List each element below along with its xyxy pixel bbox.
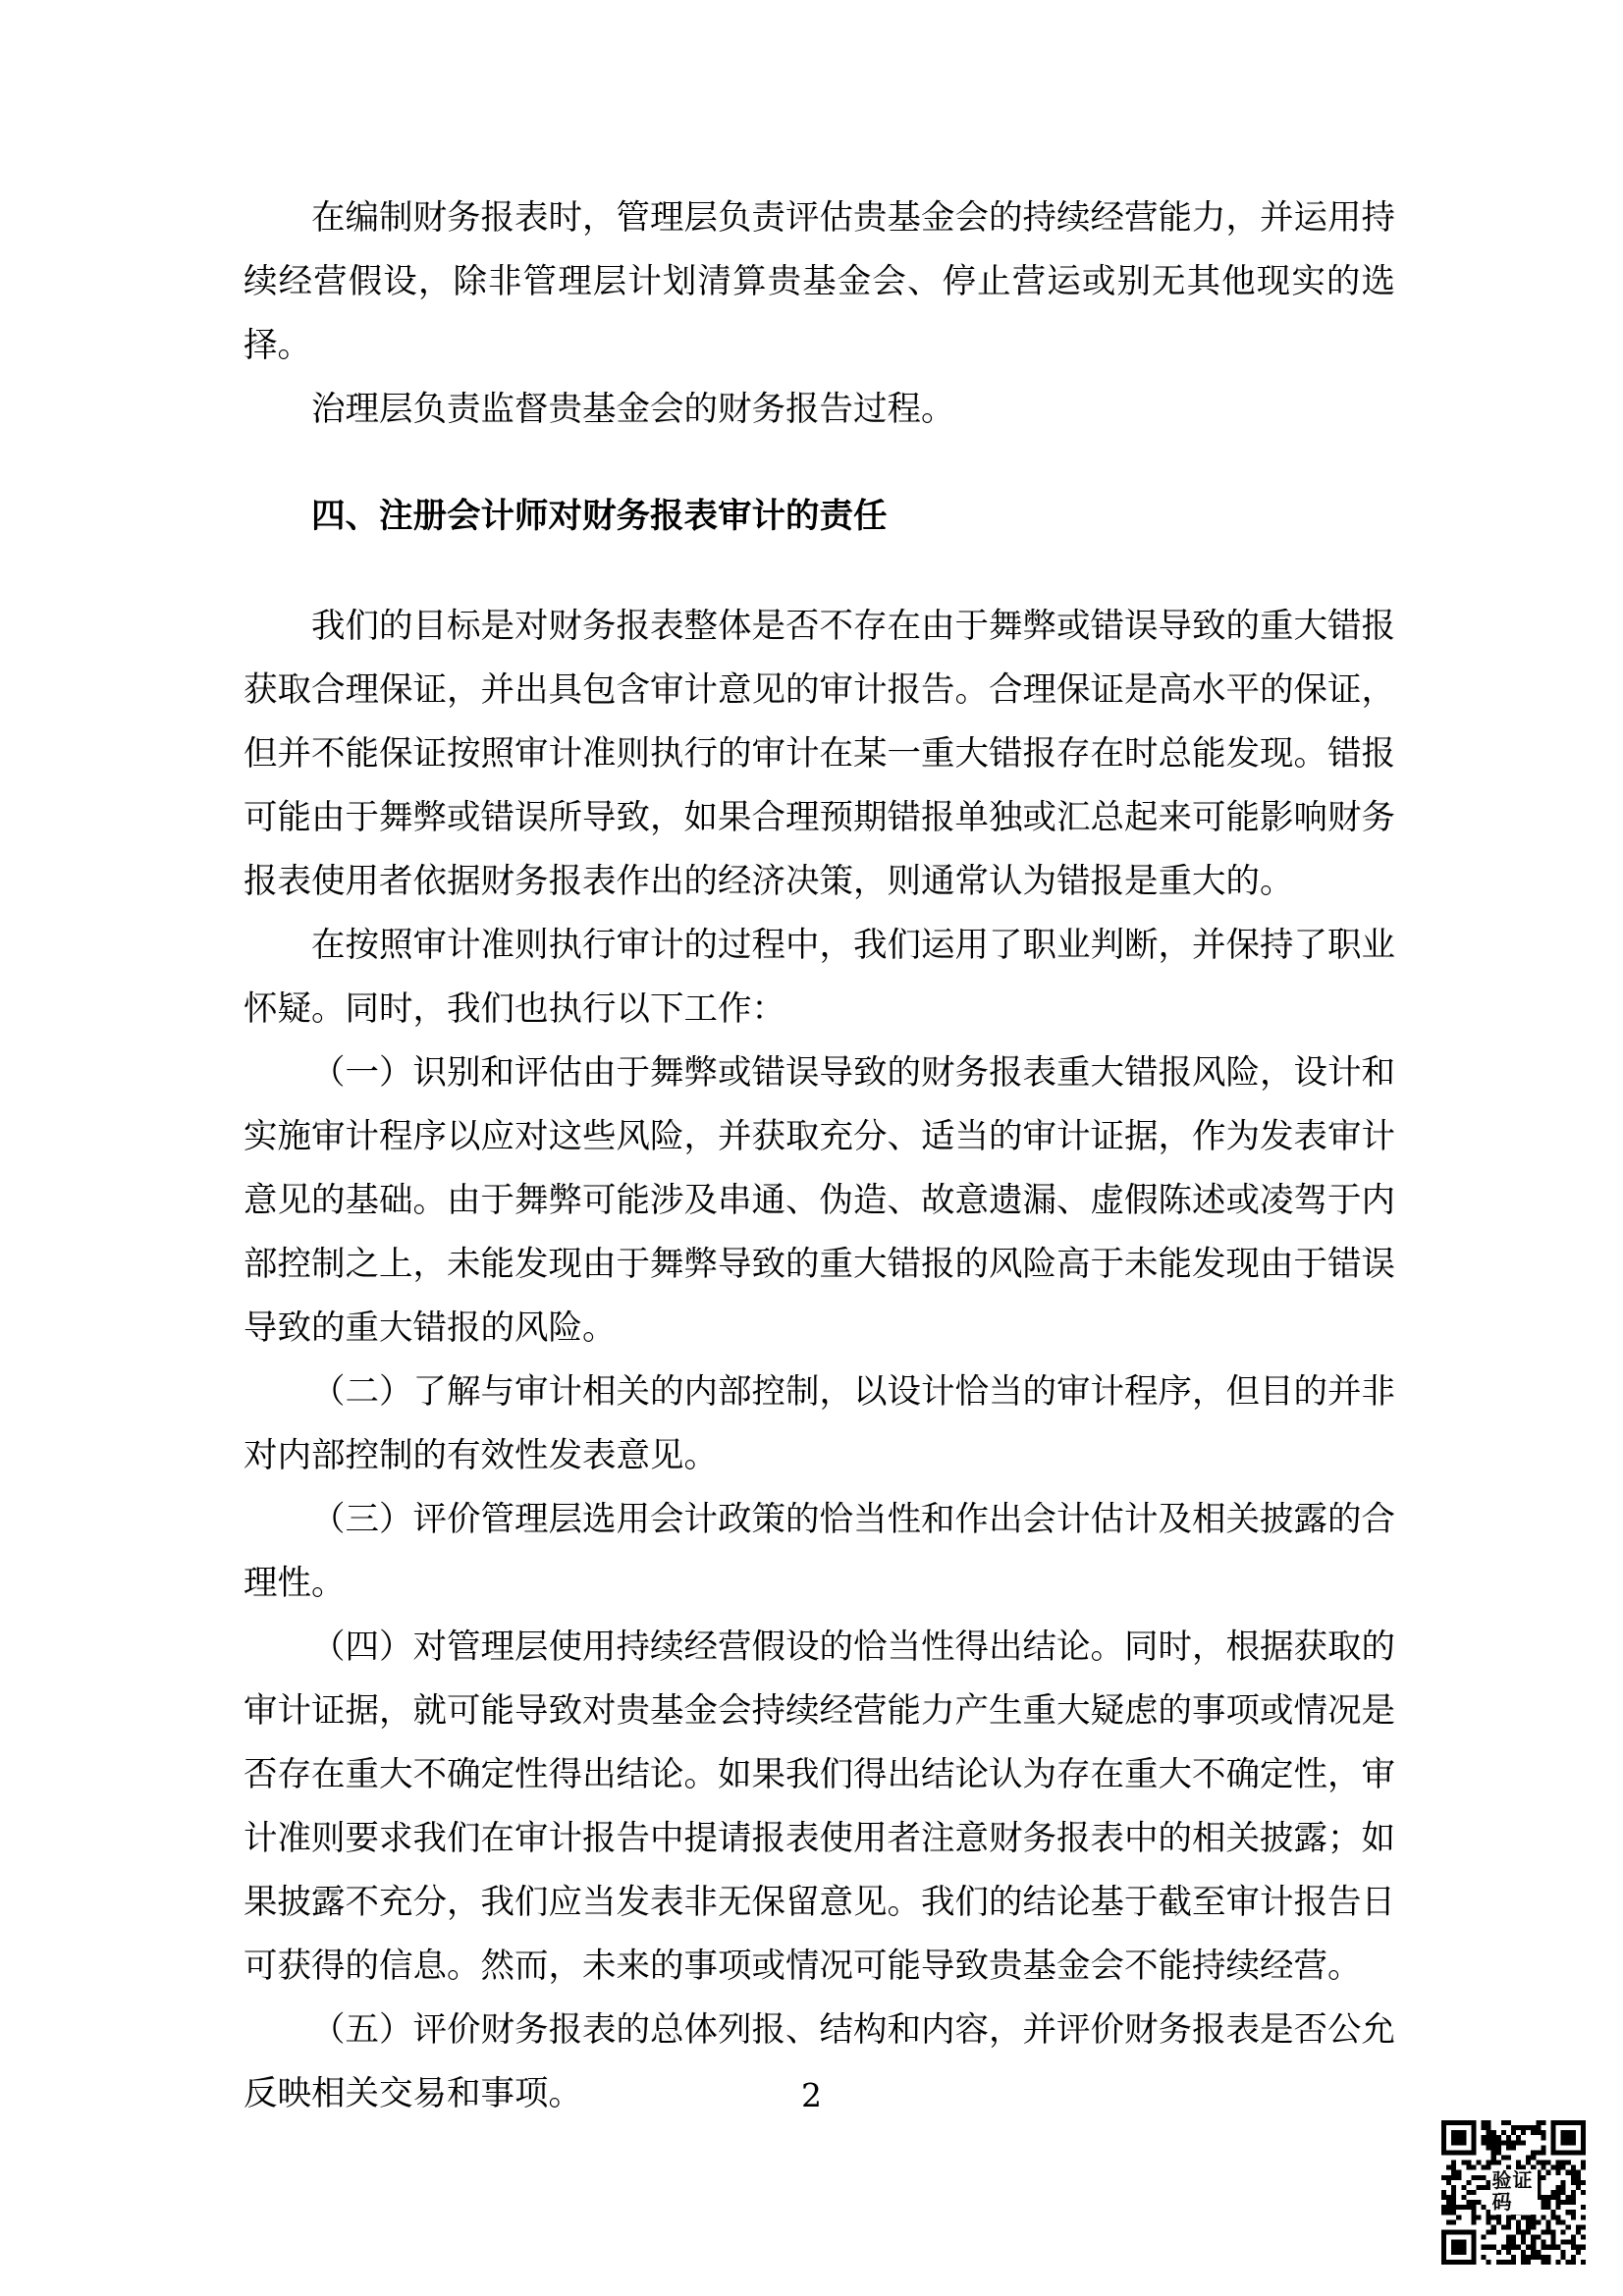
list-item-4-going-concern-conclusion: （四）对管理层使用持续经营假设的恰当性得出结论。同时，根据获取的审计证据，就可能导致对贵基金会持续经营能力产生重大疑虑的事项或情况是否存在重大不确定性得出结论。如果我们得出结论认为存在重大不确定性，审计准则要求我们在审计报告中提请报表使用者注意财务报表中的相关披露；如果披露不充分，我们应当发表非无保留意见。我们的结论基于截至审计报告日可获得的信息。然而，未来的事项或情况可能导致贵基金会不能持续经营。	[243, 1629, 1395, 1985]
paragraph-professional-judgment: 在按照审计准则执行审计的过程中，我们运用了职业判断，并保持了职业怀疑。同时，我们也执行以下工作：	[243, 927, 1395, 1028]
section-heading-auditor-responsibility: 四、注册会计师对财务报表审计的责任	[311, 498, 888, 535]
paragraph-governance: 治理层负责监督贵基金会的财务报告过程。	[311, 391, 955, 428]
list-item-3-accounting-policies: （三）评价管理层选用会计政策的恰当性和作出会计估计及相关披露的合理性。	[243, 1501, 1395, 1602]
list-item-2-internal-control: （二）了解与审计相关的内部控制，以设计恰当的审计程序，但目的并非对内部控制的有效性发表意见。	[243, 1373, 1395, 1474]
document-body	[243, 187, 1395, 2126]
paragraph-going-concern: 在编制财务报表时，管理层负责评估贵基金会的持续经营能力，并运用持续经营假设，除非管理层计划清算贵基金会、停止营运或别无其他现实的选择。	[243, 199, 1395, 364]
qr-code	[1441, 2120, 1586, 2265]
list-item-5-overall-presentation: （五）评价财务报表的总体列报、结构和内容，并评价财务报表是否公允反映相关交易和事项。	[243, 2011, 1395, 2112]
paragraph-audit-objective: 我们的目标是对财务报表整体是否不存在由于舞弊或错误导致的重大错报获取合理保证，并出具包含审计意见的审计报告。合理保证是高水平的保证，但并不能保证按照审计准则执行的审计在某一重大错报存在时总能发现。错报可能由于舞弊或错误所导致，如果合理预期错报单独或汇总起来可能影响财务报表使用者依据财务报表作出的经济决策，则通常认为错报是重大的。	[243, 608, 1395, 900]
page-number: 2	[801, 2076, 822, 2114]
list-item-1-risk-assessment: （一）识别和评估由于舞弊或错误导致的财务报表重大错报风险，设计和实施审计程序以应对这些风险，并获取充分、适当的审计证据，作为发表审计意见的基础。由于舞弊可能涉及串通、伪造、故意遗漏、虚假陈述或凌驾于内部控制之上，未能发现由于舞弊导致的重大错报的风险高于未能发现由于错误导致的重大错报的风险。	[243, 1054, 1395, 1347]
qr-verification-label: 验证码	[1490, 2169, 1538, 2215]
